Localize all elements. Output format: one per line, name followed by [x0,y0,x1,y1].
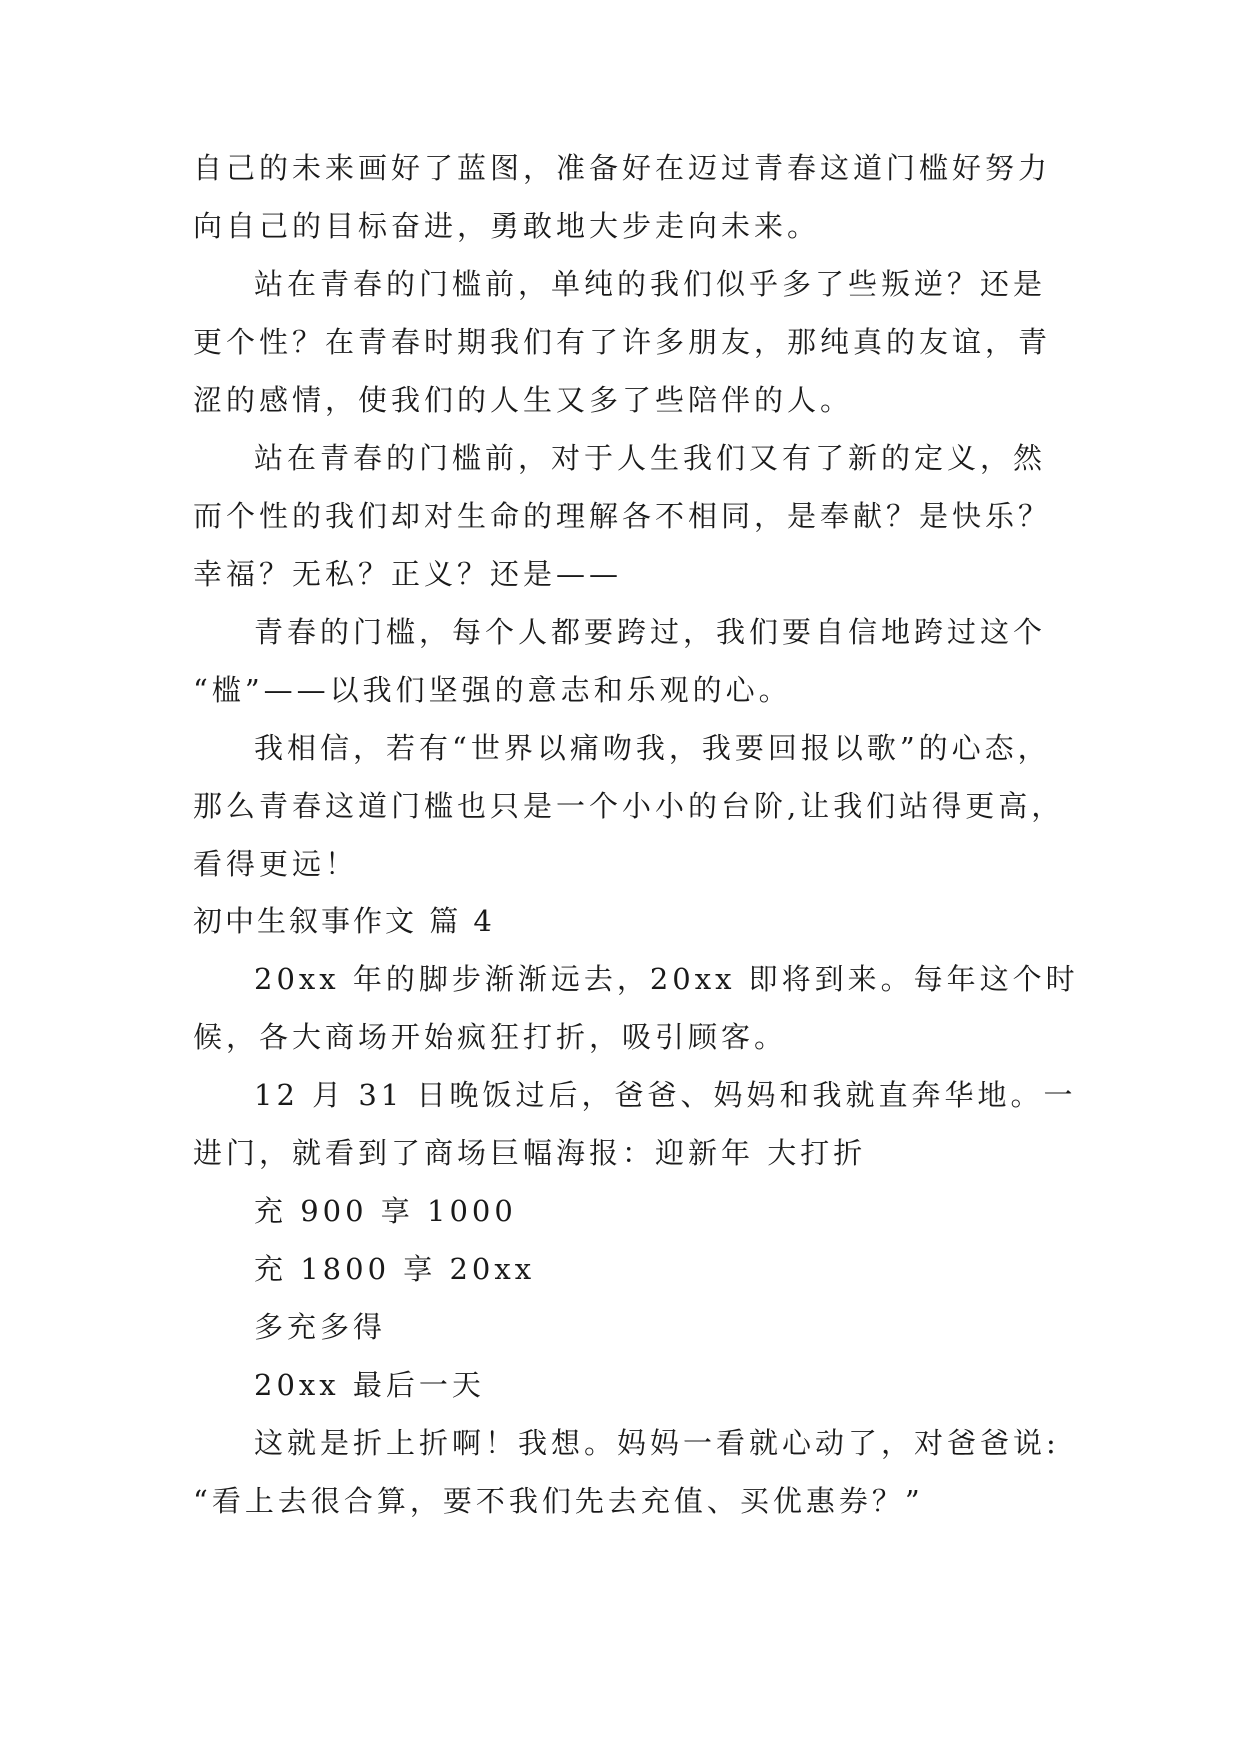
paragraph-line: 12 月 31 日晚饭过后，爸爸、妈妈和我就直奔华地。一 [254,1078,1077,1112]
poster-line: 充 900 享 1000 [254,1194,517,1228]
paragraph-line: 我相信，若有“世界以痛吻我，我要回报以歌”的心态， [254,731,1051,765]
poster-line: 多充多得 [254,1310,387,1344]
paragraph-line: 20xx 年的脚步渐渐远去，20xx 即将到来。每年这个时 [254,962,1079,996]
paragraph-line: 涩的感情，使我们的人生又多了些陪伴的人。 [193,383,854,417]
paragraph-line: 幸福？无私？正义？还是—— [193,557,623,591]
paragraph-line: 候，各大商场开始疯狂打折，吸引顾客。 [193,1020,788,1054]
paragraph-line: 看得更远！ [193,847,359,881]
poster-line: 20xx 最后一天 [254,1368,485,1402]
paragraph-line: 那么青春这道门槛也只是一个小小的台阶,让我们站得更高， [193,789,1065,823]
paragraph-line: 而个性的我们却对生命的理解各不相同，是奉献？是快乐？ [193,499,1052,533]
paragraph-line: 向自己的目标奋进，勇敢地大步走向未来。 [193,209,821,243]
poster-line: 充 1800 享 20xx [254,1252,536,1286]
paragraph-line: 站在青春的门槛前，单纯的我们似乎多了些叛逆？还是 [254,267,1047,301]
paragraph-line: 进门，就看到了商场巨幅海报：迎新年 大打折 [193,1136,867,1170]
paragraph-line: “槛”——以我们坚强的意志和乐观的心。 [193,673,792,707]
paragraph-line: 自己的未来画好了蓝图，准备好在迈过青春这道门槛好努力 [193,151,1052,185]
paragraph-line: “看上去很合算，要不我们先去充值、买优惠券？” [193,1484,924,1518]
paragraph-line: 这就是折上折啊！我想。妈妈一看就心动了，对爸爸说: [254,1426,1060,1460]
paragraph-line: 更个性？在青春时期我们有了许多朋友，那纯真的友谊，青 [193,325,1052,359]
section-heading: 初中生叙事作文 篇 4 [193,904,495,938]
paragraph-line: 站在青春的门槛前，对于人生我们又有了新的定义，然 [254,441,1047,475]
paragraph-line: 青春的门槛，每个人都要跨过，我们要自信地跨过这个 [254,615,1047,649]
